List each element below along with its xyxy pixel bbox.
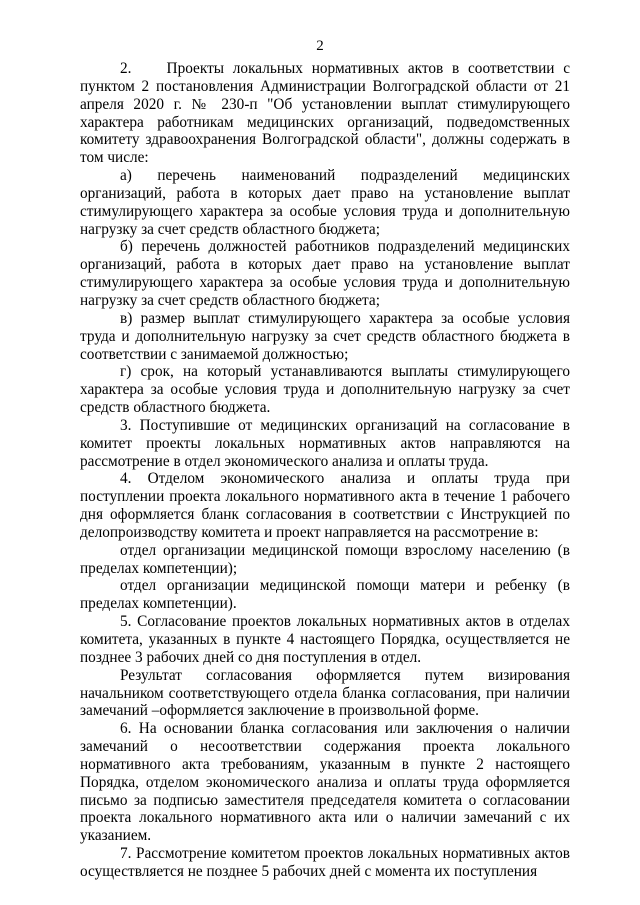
paragraph-7: 7. Рассмотрение комитетом проектов локальных нормативных актов осуществляется не позднее 5 рабочих дней с момента их поступления — [80, 845, 570, 880]
paragraph-2: 2. Проекты локальных нормативных актов в соответствии с пунктом 2 постановления Администрации Волгоградской области от 21 апреля 2020 г. № 230-п "Об установлении выплат стимулирующего характера работникам медицинских организаций, подведомственных комитету здравоохранения Волгоградской области", должны содержать в том числе: — [80, 60, 570, 167]
paragraph-3: 3. Поступившие от медицинских организаций на согласование в комитет проекты локальных нормативных актов направляются на рассмотрение в отдел экономического анализа и оплаты труда. — [80, 416, 570, 470]
paragraph-5: 5. Согласование проектов локальных нормативных актов в отделах комитета, указанных в пункте 4 настоящего Порядка, осуществляется не позднее 3 рабочих дней со дня поступления в отдел. — [80, 613, 570, 666]
paragraph-2g: г) срок, на который устанавливаются выплаты стимулирующего характера за особые условия труда и дополнительную нагрузку за счет средств областного бюджета. — [80, 363, 570, 417]
paragraph-4-maternal-dept: отдел организации медицинской помощи матери и ребенку (в пределах компетенции). — [80, 577, 570, 613]
paragraph-4: 4. Отделом экономического анализа и оплаты труда при поступлении проекта локального нормативного акта в течение 1 рабочего дня оформляется бланк согласования в соответствии с Инструкцией по делопроизводству комитета и проект направляется на рассмотрение в: — [80, 470, 570, 541]
paragraph-2v: в) размер выплат стимулирующего характера за особые условия труда и дополнительную нагрузку за счет средств областного бюджета в соответствии с занимаемой должностью; — [80, 309, 570, 363]
paragraph-2b: б) перечень должностей работников подразделений медицинских организаций, работа в которых дает право на установление выплат стимулирующего характера за особые условия труда и дополнительную нагрузку за счет средств областного бюджета; — [80, 238, 570, 309]
paragraph-6: 6. На основании бланка согласования или заключения о наличии замечаний о несоответствии содержания проекта локального нормативного акта требованиям, указанным в пункте 2 настоящего Порядка, отделом экономического анализа и оплаты труда оформляется письмо за подписью заместителя председателя комитета о согласовании проекта локального нормативного акта или о наличии замечаний с их указанием. — [80, 720, 570, 845]
paragraph-4-adult-dept: отдел организации медицинской помощи взрослому населению (в пределах компетенции); — [80, 541, 570, 577]
page-number: 2 — [316, 38, 324, 54]
paragraph-2a: а) перечень наименований подразделений медицинских организаций, работа в которых дает право на установление выплат стимулирующего характера за особые условия труда и дополнительную нагрузку за счет средств областного бюджета; — [80, 167, 570, 238]
document-body — [80, 60, 570, 881]
paragraph-5-result: Результат согласования оформляется путем визирования начальником соответствующего отдела бланка согласования, при наличии замечаний –оформляется заключение в произвольной форме. — [80, 666, 570, 720]
